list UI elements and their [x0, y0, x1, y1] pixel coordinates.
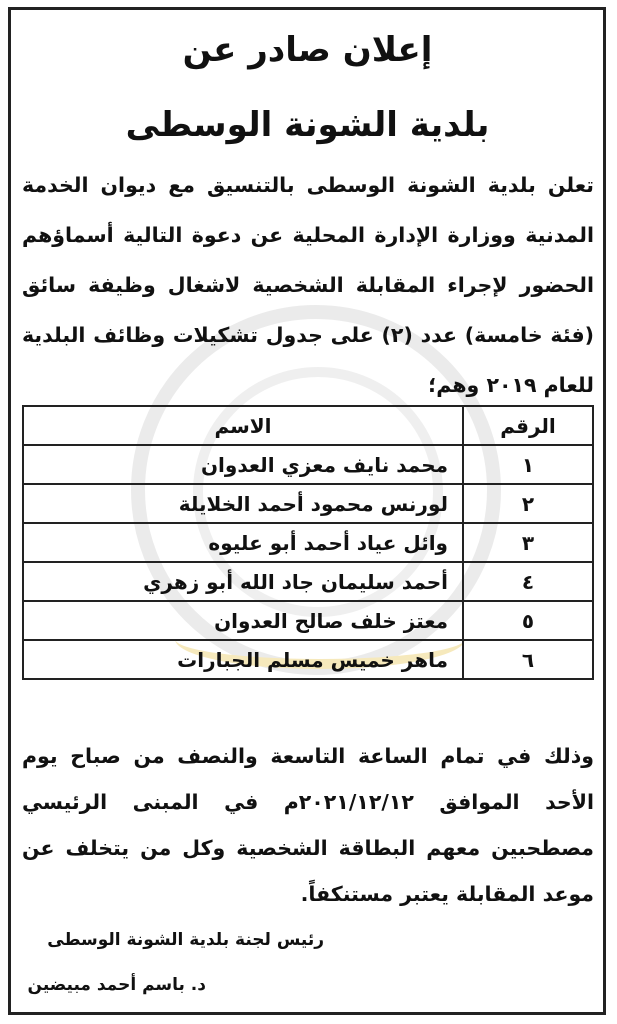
announcement-outro-paragraph: وذلك في تمام الساعة التاسعة والنصف من صباح يوم الأحد الموافق ٢٠٢١/١٢/١٢م في المبنى الرئيسي مصطحبين معهم البطاقة الشخصية وكل من يتخلف عن موعد المقابلة يعتبر مستنكفاً. — [22, 744, 594, 906]
row-number: ٤ — [463, 562, 593, 601]
table-row — [23, 523, 593, 562]
announcement-title-line2: بلدية الشونة الوسطى — [125, 105, 490, 145]
column-header-name: الاسم — [23, 406, 463, 445]
signature-name: د. باسم أحمد مبيضين — [27, 975, 206, 995]
row-name: لورنس محمود أحمد الخلايلة — [23, 484, 463, 523]
table-row — [23, 640, 593, 679]
table-row — [23, 484, 593, 523]
row-name: أحمد سليمان جاد الله أبو زهري — [23, 562, 463, 601]
table-row — [23, 562, 593, 601]
announcement-title-line1: إعلان صادر عن — [182, 30, 433, 70]
row-number: ٢ — [463, 484, 593, 523]
row-number: ١ — [463, 445, 593, 484]
table-row — [23, 445, 593, 484]
candidates-table — [22, 405, 594, 680]
row-name: ماهر خميس مسلم الجبارات — [23, 640, 463, 679]
announcement-intro-paragraph: تعلن بلدية الشونة الوسطى بالتنسيق مع ديوان الخدمة المدنية ووزارة الإدارة المحلية عن دعوة التالية أسماؤهم الحضور لإجراء المقابلة الشخصية لاشغال وظيفة سائق (فئة خامسة) عدد (٢) على جدول تشكيلات وظائف البلدية للعام ٢٠١٩ وهم؛ — [22, 173, 594, 397]
signature-title: رئيس لجنة بلدية الشونة الوسطى — [47, 930, 324, 950]
row-name: محمد نايف معزي العدوان — [23, 445, 463, 484]
column-header-number: الرقم — [463, 406, 593, 445]
row-name: وائل عياد أحمد أبو عليوه — [23, 523, 463, 562]
row-number: ٥ — [463, 601, 593, 640]
table-header-row — [23, 406, 593, 445]
row-number: ٦ — [463, 640, 593, 679]
row-name: معتز خلف صالح العدوان — [23, 601, 463, 640]
table-row — [23, 601, 593, 640]
row-number: ٣ — [463, 523, 593, 562]
